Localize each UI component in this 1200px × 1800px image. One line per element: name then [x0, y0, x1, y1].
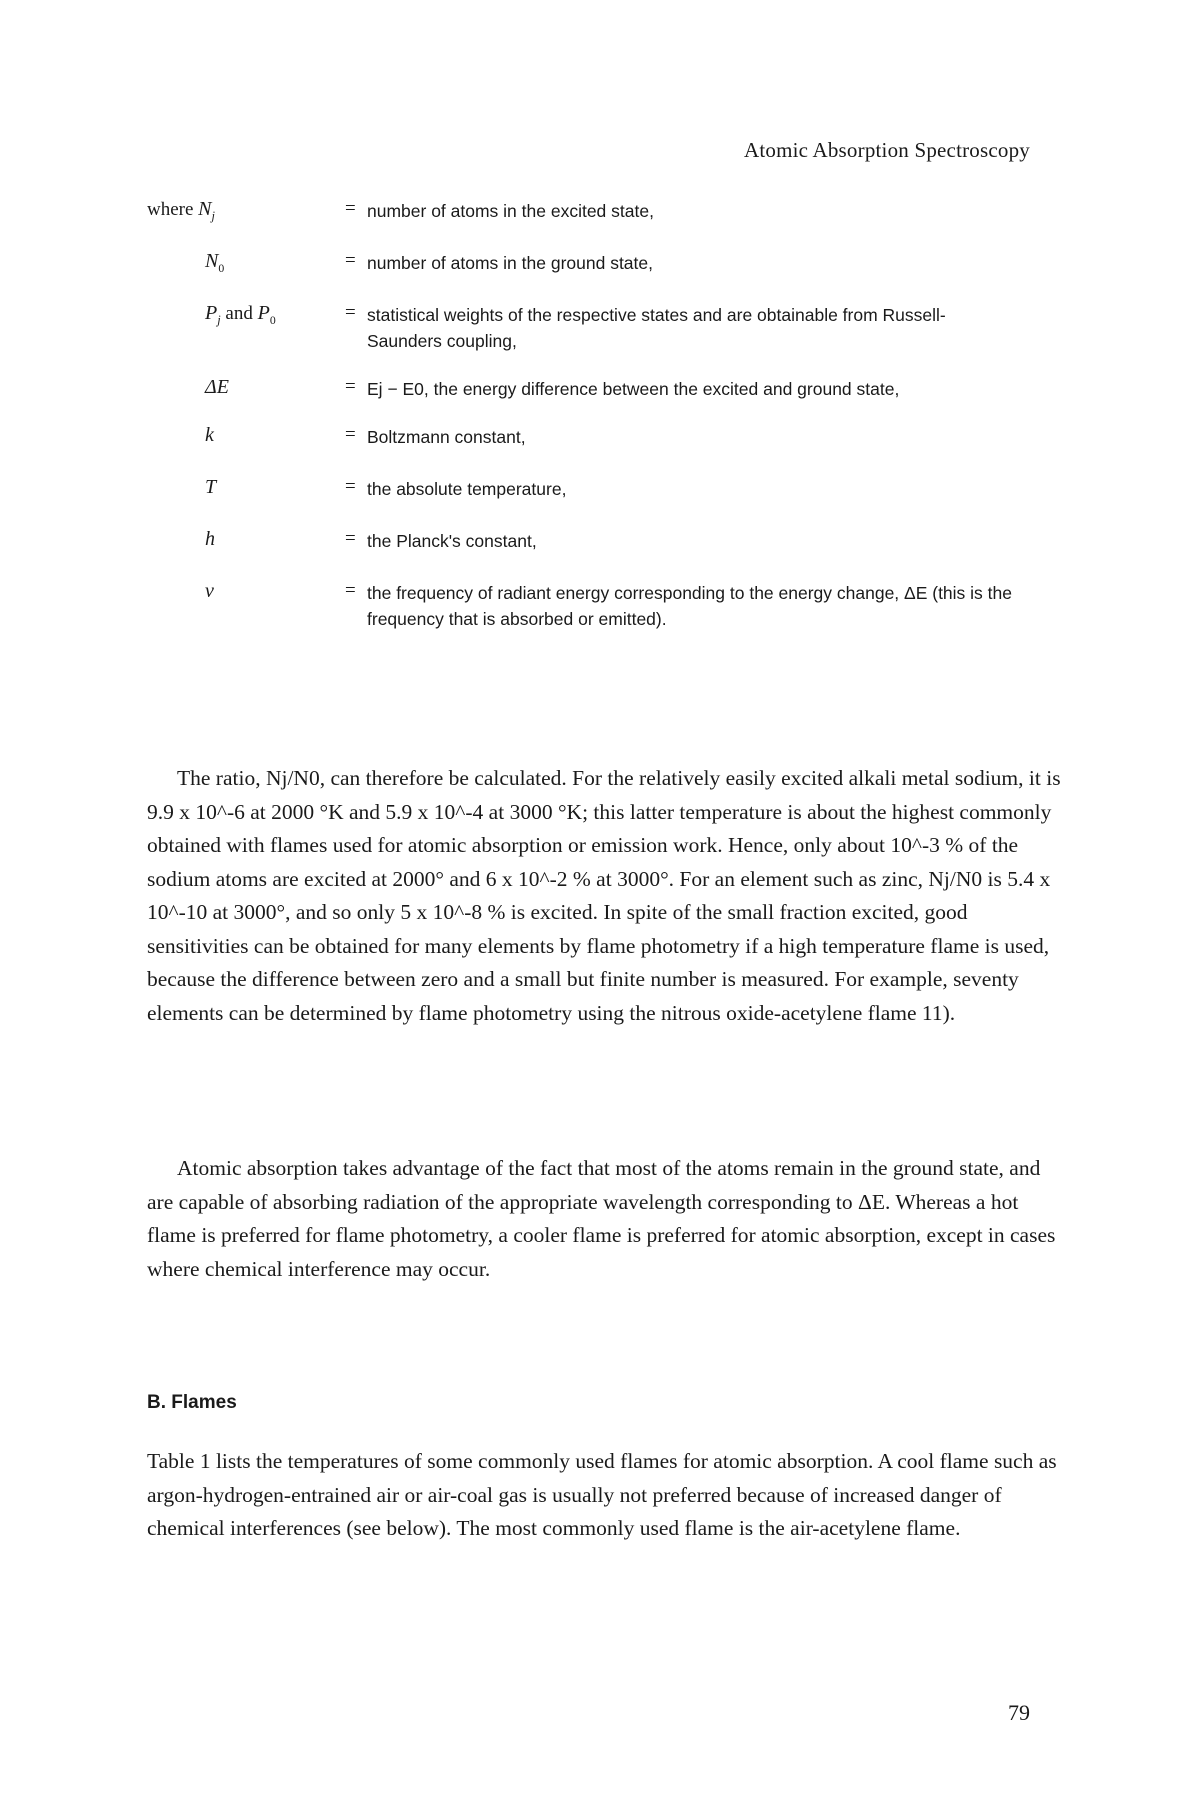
definition-term: T — [205, 476, 217, 498]
definition-n0 — [147, 250, 1047, 276]
definition-k — [147, 424, 1047, 450]
definition-nj — [147, 198, 1047, 224]
definition-term: ν — [205, 580, 214, 602]
definition-text: statistical weights of the respective states and are obtainable from Russell-Saunders coupling, — [367, 305, 946, 351]
equals-sign: = — [345, 580, 356, 601]
definition-delta-e — [147, 376, 1047, 402]
paragraph-text: Table 1 lists the temperatures of some commonly used flames for atomic absorption. A cool flame such as argon-hydrogen-entrained air or air-coal gas is usually not preferred because of increased danger of chemical interferences (see below). The most commonly used flame is the air-acetylene flame. — [147, 1449, 1057, 1540]
definition-text: the frequency of radiant energy corresponding to the energy change, ΔE (this is the frequency that is absorbed or emitted). — [367, 583, 1012, 629]
equals-sign: = — [345, 302, 356, 323]
definition-text: the absolute temperature, — [367, 479, 567, 499]
equals-sign: = — [345, 424, 356, 445]
definition-text: the Planck's constant, — [367, 531, 537, 551]
definition-text: number of atoms in the ground state, — [367, 253, 653, 273]
definition-t — [147, 476, 1047, 502]
definition-nu — [147, 580, 1047, 632]
definition-h — [147, 528, 1047, 554]
definition-text: Ej − E0, the energy difference between the excited and ground state, — [367, 379, 900, 399]
definition-text: Boltzmann constant, — [367, 427, 526, 447]
equals-sign: = — [345, 528, 356, 549]
equals-sign: = — [345, 376, 356, 397]
paragraph-text: The ratio, Nj/N0, can therefore be calculated. For the relatively easily excited alkali metal sodium, it is 9.9 x 10^-6 at 2000 °K and 5.9 x 10^-4 at 3000 °K; this latter temperature is about the highest commonly obtained with flames used for atomic absorption or emission work. Hence, only about 10^-3 % of the sodium atoms are excited at 2000° and 6 x 10^-2 % at 3000°. For an element such as zinc, Nj/N0 is 5.4 x 10^-10 at 3000°, and so only 5 x 10^-8 % is excited. In spite of the small fraction excited, good sensitivities can be obtained for many elements by flame photometry if a high temperature flame is used, because the difference between zero and a small but finite number is measured. For example, seventy elements can be determined by flame photometry using the nitrous oxide-acetylene flame 11). — [147, 766, 1061, 1025]
definition-term: h — [205, 528, 215, 550]
definition-term: k — [205, 424, 214, 446]
definition-term: $N_0$ — [205, 250, 225, 275]
running-title: Atomic Absorption Spectroscopy — [744, 138, 1030, 162]
page-number: 79 — [1008, 1700, 1030, 1725]
paragraph-atomic-absorption — [147, 1152, 1067, 1286]
definition-pj-p0 — [147, 302, 1047, 354]
paragraph-text: Atomic absorption takes advantage of the fact that most of the atoms remain in the ground state, and are capable of absorbing radiation of the appropriate wavelength corresponding to ΔE. Whereas a hot flame is preferred for flame photometry, a cooler flame is preferred for atomic absorption, except in cases where chemical interference may occur. — [147, 1156, 1056, 1281]
definition-term: $P_j$ and $P_0$ — [205, 302, 276, 327]
equals-sign: = — [345, 198, 356, 219]
equals-sign: = — [345, 476, 356, 497]
paragraph-boltzmann-ratio — [147, 762, 1067, 1030]
definition-term: where $N_j$ — [147, 198, 215, 223]
definition-text: number of atoms in the excited state, — [367, 201, 654, 221]
paragraph-flames — [147, 1445, 1067, 1546]
section-heading: B. Flames — [147, 1392, 237, 1413]
definition-term: ΔE — [205, 376, 229, 398]
equals-sign: = — [345, 250, 356, 271]
variable-definitions — [147, 198, 1047, 632]
